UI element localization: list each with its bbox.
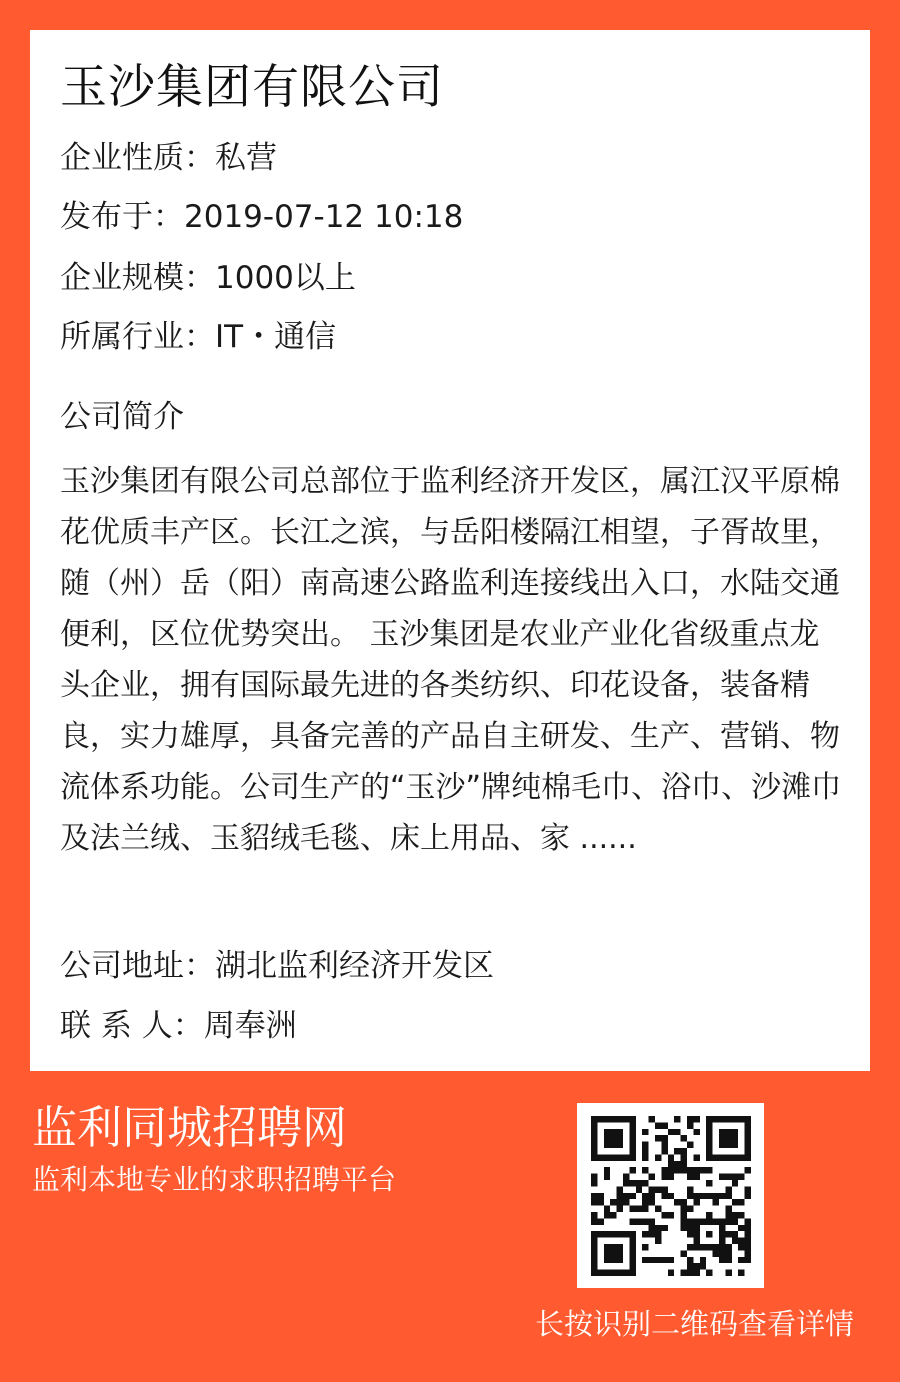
qr-module (738, 1225, 744, 1231)
qr-module (706, 1212, 712, 1218)
qr-module (604, 1167, 610, 1173)
qr-module (681, 1218, 687, 1224)
qr-module (681, 1212, 687, 1218)
qr-module (649, 1116, 655, 1122)
qr-module (661, 1122, 667, 1128)
qr-module (681, 1270, 687, 1276)
qr-module (617, 1193, 623, 1199)
qr-module (687, 1244, 693, 1250)
qr-module (668, 1161, 674, 1167)
qr-module (674, 1129, 680, 1135)
qr-module (642, 1257, 648, 1263)
qr-module (642, 1180, 648, 1186)
qr-module (725, 1244, 731, 1250)
qr-module (636, 1206, 642, 1212)
qr-module (687, 1167, 693, 1173)
qr-module (649, 1186, 655, 1192)
qr-module (738, 1238, 744, 1244)
qr-module (725, 1250, 731, 1256)
qr-module (661, 1135, 667, 1141)
qr-module (642, 1129, 648, 1135)
qr-module (661, 1257, 667, 1263)
qr-module (623, 1180, 629, 1186)
qr-module (681, 1167, 687, 1173)
qr-module (713, 1193, 719, 1199)
qr-module (719, 1250, 725, 1256)
qr-module (745, 1238, 751, 1244)
qr-module (706, 1167, 712, 1173)
site-slogan: 监利本地专业的求职招聘平台 (32, 1163, 397, 1196)
qr-module (738, 1244, 744, 1250)
qr-module (617, 1206, 623, 1212)
qr-module (668, 1154, 674, 1160)
qr-module (713, 1250, 719, 1256)
qr-module (725, 1257, 731, 1263)
qr-module (681, 1148, 687, 1154)
qr-module (649, 1225, 655, 1231)
qr-module (597, 1193, 603, 1199)
qr-module (655, 1122, 661, 1128)
qr-module (725, 1193, 731, 1199)
qr-module (745, 1193, 751, 1199)
qr-module (687, 1122, 693, 1128)
company-card (30, 30, 870, 1071)
qr-module (706, 1193, 712, 1199)
qr-module (693, 1193, 699, 1199)
qr-code-icon (591, 1116, 751, 1276)
qr-module (706, 1270, 712, 1276)
qr-module (655, 1257, 661, 1263)
qr-module (642, 1199, 648, 1205)
qr-module (661, 1212, 667, 1218)
qr-module (649, 1193, 655, 1199)
qr-module (738, 1270, 744, 1276)
company-industry: 所属行业：IT・通信 (60, 319, 337, 355)
qr-module (668, 1193, 674, 1199)
qr-module (725, 1212, 731, 1218)
qr-module (655, 1135, 661, 1141)
company-scale: 企业规模：1000以上 (60, 260, 356, 296)
qr-module (668, 1174, 674, 1180)
qr-module (693, 1263, 699, 1269)
qr-module (713, 1199, 719, 1205)
qr-module (642, 1193, 648, 1199)
qr-module (642, 1231, 648, 1237)
qr-module (687, 1231, 693, 1237)
qr-module (604, 1174, 610, 1180)
qr-module (642, 1142, 648, 1148)
company-name: 玉沙集团有限公司 (60, 60, 444, 115)
qr-module (681, 1206, 687, 1212)
qr-module (687, 1270, 693, 1276)
qr-module (719, 1193, 725, 1199)
qr-module (668, 1129, 674, 1135)
qr-module (693, 1270, 699, 1276)
qr-module (617, 1199, 623, 1205)
qr-module (745, 1257, 751, 1263)
qr-module (649, 1174, 655, 1180)
intro-title: 公司简介 (60, 399, 184, 435)
qr-module (661, 1193, 667, 1199)
qr-module (745, 1186, 751, 1192)
qr-module (655, 1238, 661, 1244)
qr-module (738, 1199, 744, 1205)
qr-module (681, 1154, 687, 1160)
qr-module (674, 1199, 680, 1205)
qr-module (668, 1257, 674, 1263)
qr-module (649, 1257, 655, 1263)
qr-module (674, 1161, 680, 1167)
qr-module (719, 1174, 725, 1180)
qr-module (687, 1218, 693, 1224)
qr-module (629, 1193, 635, 1199)
qr-module (719, 1257, 725, 1263)
qr-module (687, 1206, 693, 1212)
qr-module (591, 1218, 597, 1224)
qr-module (700, 1167, 706, 1173)
qr-module (636, 1180, 642, 1186)
qr-module (732, 1212, 738, 1218)
qr-module (732, 1231, 738, 1237)
qr-module (706, 1180, 712, 1186)
qr-module (655, 1231, 661, 1237)
qr-module (591, 1180, 597, 1186)
qr-module (629, 1180, 635, 1186)
qr-module (610, 1199, 616, 1205)
qr-module (725, 1270, 731, 1276)
qr-module (732, 1218, 738, 1224)
qr-module (655, 1186, 661, 1192)
qr-module (725, 1218, 731, 1224)
qr-module (597, 1218, 603, 1224)
qr-module (681, 1161, 687, 1167)
qr-module (732, 1174, 738, 1180)
qr-module (668, 1167, 674, 1173)
qr-module (591, 1199, 597, 1205)
qr-module (636, 1186, 642, 1192)
qr-module (649, 1218, 655, 1224)
qr-module (681, 1135, 687, 1141)
qr-module (674, 1167, 680, 1173)
qr-module (623, 1193, 629, 1199)
qr-module (674, 1148, 680, 1154)
site-brand: 监利同城招聘网 (32, 1101, 348, 1154)
qr-code[interactable] (577, 1103, 764, 1288)
qr-module (623, 1199, 629, 1205)
contact-person: 联 系 人：周奉洲 (60, 1008, 297, 1044)
qr-module (649, 1199, 655, 1205)
qr-module (617, 1186, 623, 1192)
qr-module (693, 1174, 699, 1180)
qr-module (681, 1250, 687, 1256)
qr-module (725, 1174, 731, 1180)
qr-module (642, 1167, 648, 1173)
qr-module (738, 1174, 744, 1180)
qr-module (732, 1199, 738, 1205)
qr-module (693, 1154, 699, 1160)
qr-module (649, 1231, 655, 1237)
qr-module (661, 1225, 667, 1231)
qr-module (700, 1193, 706, 1199)
qr-module (591, 1212, 597, 1218)
qr-module (591, 1174, 597, 1180)
qr-module (661, 1148, 667, 1154)
qr-module (604, 1206, 610, 1212)
qr-module (745, 1225, 751, 1231)
qr-module (732, 1238, 738, 1244)
qr-module (687, 1225, 693, 1231)
qr-module (655, 1225, 661, 1231)
qr-module (693, 1199, 699, 1205)
qr-module (687, 1116, 693, 1122)
qr-module (738, 1257, 744, 1263)
qr-module (642, 1154, 648, 1160)
qr-hint: 长按识别二维码查看详情 (534, 1307, 854, 1341)
qr-module (738, 1212, 744, 1218)
company-address: 公司地址：湖北监利经济开发区 (60, 948, 494, 984)
qr-module (636, 1218, 642, 1224)
qr-module (687, 1263, 693, 1269)
qr-module (629, 1167, 635, 1173)
qr-module (642, 1148, 648, 1154)
qr-module (642, 1206, 648, 1212)
qr-module (610, 1212, 616, 1218)
qr-module (668, 1212, 674, 1218)
qr-module (623, 1174, 629, 1180)
qr-module (687, 1193, 693, 1199)
qr-module (629, 1218, 635, 1224)
qr-module (655, 1206, 661, 1212)
qr-module (681, 1225, 687, 1231)
qr-module (745, 1218, 751, 1224)
qr-module (674, 1116, 680, 1122)
qr-module (629, 1206, 635, 1212)
qr-module (700, 1263, 706, 1269)
qr-module (661, 1142, 667, 1148)
qr-module (725, 1206, 731, 1212)
qr-module (687, 1142, 693, 1148)
qr-module (661, 1174, 667, 1180)
qr-module (597, 1199, 603, 1205)
qr-module (725, 1231, 731, 1237)
qr-module (693, 1129, 699, 1135)
publish-time: 发布于：2019-07-12 10:18 (60, 199, 464, 235)
qr-module (687, 1186, 693, 1192)
qr-module (687, 1174, 693, 1180)
qr-module (591, 1193, 597, 1199)
qr-module (668, 1270, 674, 1276)
qr-module (732, 1180, 738, 1186)
qr-module (655, 1154, 661, 1160)
qr-module (661, 1186, 667, 1192)
qr-module (700, 1257, 706, 1263)
qr-module (687, 1257, 693, 1263)
qr-module (661, 1167, 667, 1173)
qr-module (745, 1250, 751, 1256)
qr-module (693, 1167, 699, 1173)
qr-module (745, 1167, 751, 1173)
qr-module (693, 1116, 699, 1122)
qr-module (642, 1244, 648, 1250)
qr-module (642, 1218, 648, 1224)
qr-module (745, 1231, 751, 1237)
qr-module (745, 1244, 751, 1250)
qr-module (725, 1186, 731, 1192)
intro-text: 玉沙集团有限公司总部位于监利经济开发区，属江汉平原棉花优质丰产区。长江之滨，与岳阳楼隔江相望，子胥故里，随（州）岳（阳）南高速公路监利连接线出入口，水陆交通便利，区位优势突出。 玉沙集团是农业产业化省级重点龙头企业，拥有国际最先进的各类纺织、印花设备，装备精良，实力雄厚，具备完善的产品自主研发、生产、营销、物流体系功能。公司生产的“玉沙”牌纯棉毛巾、浴巾、沙滩巾及法兰绒、玉貂绒毛毯、床上用品、家 ...... (60, 464, 842, 856)
company-nature: 企业性质：私营 (60, 140, 277, 176)
qr-module (681, 1199, 687, 1205)
qr-module (604, 1212, 610, 1218)
